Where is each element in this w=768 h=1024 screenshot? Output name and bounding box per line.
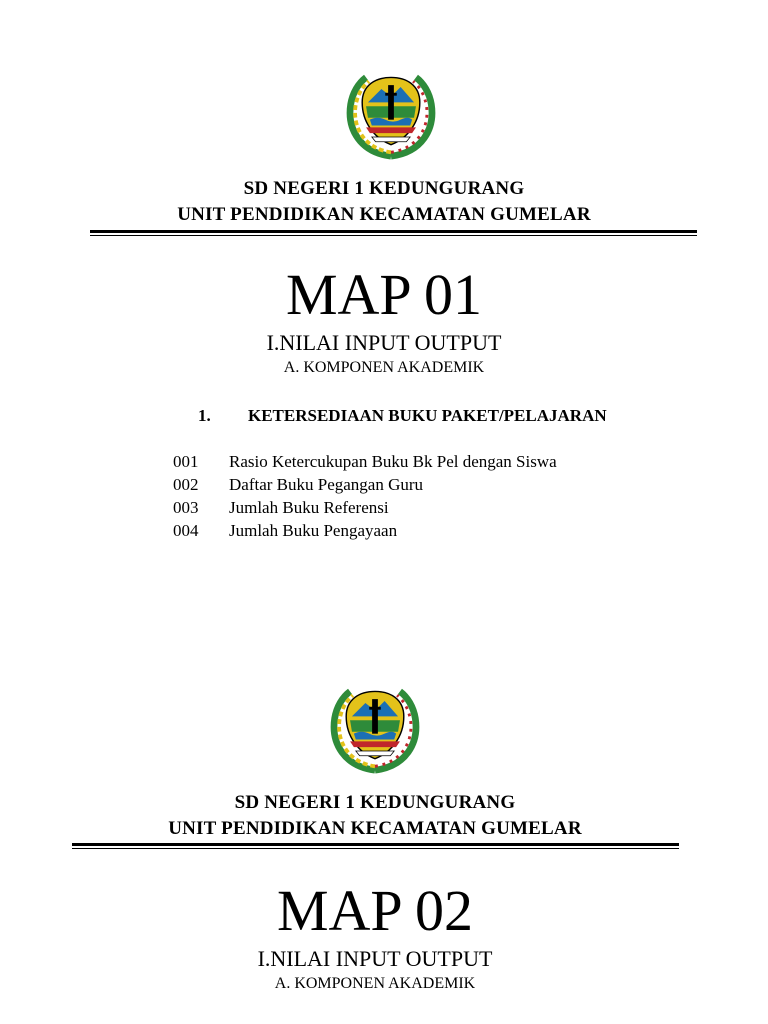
- unit-name: UNIT PENDIDIKAN KECAMATAN GUMELAR: [177, 204, 591, 225]
- item-text: Daftar Buku Pegangan Guru: [229, 475, 424, 494]
- school-name: SD NEGERI 1 KEDUNGURANG: [243, 178, 525, 199]
- section-title: KETERSEDIAAN BUKU PAKET/PELAJARAN: [248, 406, 607, 425]
- item-text: Jumlah Buku Pengayaan: [229, 521, 398, 540]
- component-label: A. KOMPONEN AKADEMIK: [274, 975, 476, 992]
- item-code: 004: [173, 521, 199, 540]
- header-rule-thick: [90, 230, 697, 233]
- header-rule-thick: [72, 843, 679, 846]
- subtitle: I.NILAI INPUT OUTPUT: [257, 946, 493, 971]
- item-text: Rasio Ketercukupan Buku Bk Pel dengan Siswa: [229, 452, 557, 471]
- regency-emblem-icon: [327, 678, 423, 774]
- header-rule-thin: [72, 848, 679, 849]
- item-code: 003: [173, 498, 199, 517]
- school-name: SD NEGERI 1 KEDUNGURANG: [234, 792, 516, 813]
- map-title: MAP 01: [285, 262, 483, 327]
- item-code: 002: [173, 475, 199, 494]
- section-number: 1.: [198, 406, 211, 425]
- item-code: 001: [173, 452, 199, 471]
- subtitle: I.NILAI INPUT OUTPUT: [266, 330, 502, 355]
- component-label: A. KOMPONEN AKADEMIK: [283, 359, 485, 376]
- regency-emblem-icon: [343, 64, 439, 160]
- unit-name: UNIT PENDIDIKAN KECAMATAN GUMELAR: [168, 818, 582, 839]
- item-text: Jumlah Buku Referensi: [229, 498, 389, 517]
- map-title: MAP 02: [276, 878, 474, 943]
- header-rule-thin: [90, 235, 697, 236]
